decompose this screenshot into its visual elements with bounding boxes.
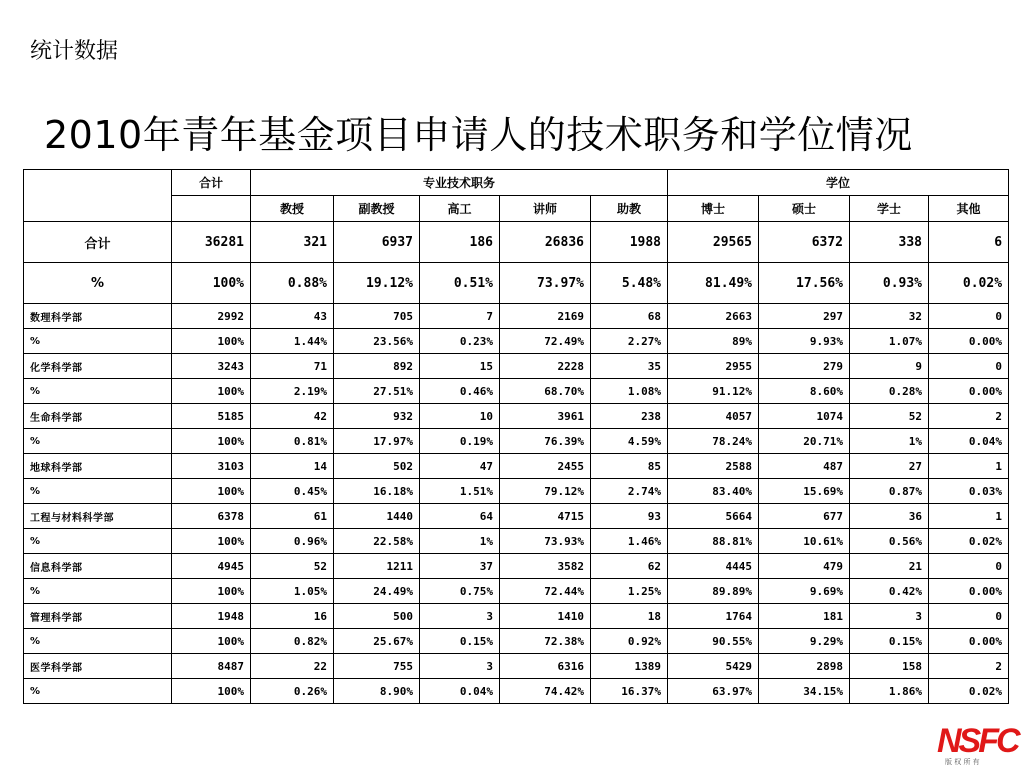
table-cell: 2663 (668, 304, 759, 329)
table-cell: 158 (850, 654, 929, 679)
table-cell: 1.86% (850, 679, 929, 704)
row-label: 医学科学部 (24, 654, 172, 679)
logo-text: NSFC (937, 722, 1018, 760)
row-label: % (24, 679, 172, 704)
table-cell: 10.61% (759, 529, 850, 554)
department-row (24, 529, 1009, 554)
table-cell: 14 (251, 454, 334, 479)
table-cell: 0.45% (251, 479, 334, 504)
table-cell: 487 (759, 454, 850, 479)
table-cell: 0.00% (929, 379, 1009, 404)
table-cell: 64 (420, 504, 500, 529)
table-cell: 2.74% (591, 479, 668, 504)
row-label: % (24, 579, 172, 604)
corner-cell (24, 170, 172, 222)
table-cell: 0.00% (929, 629, 1009, 654)
table-cell: 1 (929, 504, 1009, 529)
table-cell: 0.02% (929, 529, 1009, 554)
table-cell: 15.69% (759, 479, 850, 504)
subheader-other: 其他 (929, 196, 1009, 222)
table-cell: 3961 (500, 404, 591, 429)
table-cell: 63.97% (668, 679, 759, 704)
table-cell: 6372 (759, 222, 850, 263)
table-cell: 297 (759, 304, 850, 329)
row-label: % (24, 479, 172, 504)
department-row (24, 454, 1009, 479)
table-cell: 1211 (334, 554, 420, 579)
header-total: 合计 (172, 170, 251, 196)
table-cell: 2 (929, 654, 1009, 679)
table-cell: 4715 (500, 504, 591, 529)
table-cell: 0.02% (929, 679, 1009, 704)
department-row (24, 654, 1009, 679)
table-cell: 3 (420, 604, 500, 629)
table-cell: 8.90% (334, 679, 420, 704)
table-cell: 0.04% (420, 679, 500, 704)
table-cell: 338 (850, 222, 929, 263)
subheader-lecturer: 讲师 (500, 196, 591, 222)
subheader-professor: 教授 (251, 196, 334, 222)
department-row (24, 579, 1009, 604)
table-cell: 10 (420, 404, 500, 429)
department-row (24, 304, 1009, 329)
table-cell: 4.59% (591, 429, 668, 454)
table-cell: 4057 (668, 404, 759, 429)
table-cell: 26836 (500, 222, 591, 263)
table-cell: 1.07% (850, 329, 929, 354)
department-row (24, 554, 1009, 579)
table-cell: 9 (850, 354, 929, 379)
table-cell: 34.15% (759, 679, 850, 704)
table-cell: 25.67% (334, 629, 420, 654)
table-cell: 3103 (172, 454, 251, 479)
department-row (24, 604, 1009, 629)
subheader-associate-professor: 副教授 (334, 196, 420, 222)
table-cell: 15 (420, 354, 500, 379)
table-cell: 2588 (668, 454, 759, 479)
row-label: % (24, 329, 172, 354)
table-cell: 88.81% (668, 529, 759, 554)
table-cell: 52 (251, 554, 334, 579)
table-cell: 4945 (172, 554, 251, 579)
table-cell: 0.04% (929, 429, 1009, 454)
table-cell: 1.46% (591, 529, 668, 554)
table-cell: 1.51% (420, 479, 500, 504)
table-cell: 100% (172, 329, 251, 354)
table-cell: 20.71% (759, 429, 850, 454)
table-cell: 0.51% (420, 263, 500, 304)
table-cell: 0.03% (929, 479, 1009, 504)
table-cell: 100% (172, 529, 251, 554)
table-cell: 1.08% (591, 379, 668, 404)
department-row (24, 404, 1009, 429)
table-cell: 0.93% (850, 263, 929, 304)
table-cell: 2955 (668, 354, 759, 379)
row-label: % (24, 263, 172, 304)
table-cell: 4445 (668, 554, 759, 579)
summary-row (24, 263, 1009, 304)
header-degree: 学位 (668, 170, 1009, 196)
table-cell: 0 (929, 354, 1009, 379)
table-cell: 677 (759, 504, 850, 529)
table-cell: 72.44% (500, 579, 591, 604)
table-cell: 85 (591, 454, 668, 479)
table-cell: 1410 (500, 604, 591, 629)
table-cell: 1389 (591, 654, 668, 679)
subheader-senior-engineer: 高工 (420, 196, 500, 222)
table-cell: 321 (251, 222, 334, 263)
table-cell: 1.05% (251, 579, 334, 604)
table-cell: 23.56% (334, 329, 420, 354)
nsfc-logo (935, 718, 1024, 768)
table-cell: 755 (334, 654, 420, 679)
table-cell: 100% (172, 679, 251, 704)
table-cell: 6316 (500, 654, 591, 679)
table-cell: 21 (850, 554, 929, 579)
table-cell: 0.15% (850, 629, 929, 654)
table-cell: 73.93% (500, 529, 591, 554)
table-cell: 1% (850, 429, 929, 454)
table-cell: 1074 (759, 404, 850, 429)
table-cell: 932 (334, 404, 420, 429)
table-cell: 91.12% (668, 379, 759, 404)
table-cell: 76.39% (500, 429, 591, 454)
subheader-doctorate: 博士 (668, 196, 759, 222)
table-cell: 0.00% (929, 579, 1009, 604)
table-cell: 0.75% (420, 579, 500, 604)
table-cell: 0.87% (850, 479, 929, 504)
department-row (24, 679, 1009, 704)
table-cell: 0.00% (929, 329, 1009, 354)
table-cell: 0.02% (929, 263, 1009, 304)
table-cell: 100% (172, 379, 251, 404)
table-cell: 892 (334, 354, 420, 379)
table-cell: 0.82% (251, 629, 334, 654)
table-cell: 22 (251, 654, 334, 679)
table-cell: 0 (929, 304, 1009, 329)
department-row (24, 329, 1009, 354)
table-cell: 8.60% (759, 379, 850, 404)
department-row (24, 504, 1009, 529)
table-cell: 90.55% (668, 629, 759, 654)
table-cell: 2992 (172, 304, 251, 329)
subheader-bachelor: 学士 (850, 196, 929, 222)
table-cell: 35 (591, 354, 668, 379)
row-label: 信息科学部 (24, 554, 172, 579)
table-cell: 0.96% (251, 529, 334, 554)
table-cell: 16 (251, 604, 334, 629)
table-cell: 181 (759, 604, 850, 629)
table-cell: 83.40% (668, 479, 759, 504)
subheader-empty (172, 196, 251, 222)
table-cell: 3243 (172, 354, 251, 379)
table-cell: 6 (929, 222, 1009, 263)
table-cell: 62 (591, 554, 668, 579)
table-cell: 5429 (668, 654, 759, 679)
table-cell: 0.81% (251, 429, 334, 454)
table-cell: 0.15% (420, 629, 500, 654)
table-cell: 0 (929, 604, 1009, 629)
table-cell: 2228 (500, 354, 591, 379)
table-cell: 0.92% (591, 629, 668, 654)
header-professional-title: 专业技术职务 (251, 170, 668, 196)
table-cell: 17.56% (759, 263, 850, 304)
table-cell: 100% (172, 429, 251, 454)
table-cell: 1.44% (251, 329, 334, 354)
table-cell: 79.12% (500, 479, 591, 504)
table-cell: 100% (172, 479, 251, 504)
table-cell: 1% (420, 529, 500, 554)
row-label: 数理科学部 (24, 304, 172, 329)
table-cell: 100% (172, 579, 251, 604)
row-label: 管理科学部 (24, 604, 172, 629)
table-cell: 52 (850, 404, 929, 429)
logo-subtext: 版 权 所 有 (945, 758, 980, 766)
row-label: % (24, 379, 172, 404)
table-cell: 1.25% (591, 579, 668, 604)
table-cell: 279 (759, 354, 850, 379)
table-cell: 24.49% (334, 579, 420, 604)
table-cell: 74.42% (500, 679, 591, 704)
table-cell: 186 (420, 222, 500, 263)
table-cell: 22.58% (334, 529, 420, 554)
row-label: % (24, 429, 172, 454)
table-cell: 5664 (668, 504, 759, 529)
table-cell: 705 (334, 304, 420, 329)
table-cell: 16.18% (334, 479, 420, 504)
row-label: 地球科学部 (24, 454, 172, 479)
slide-title: 2010年青年基金项目申请人的技术职务和学位情况 (44, 113, 913, 157)
table-cell: 47 (420, 454, 500, 479)
table-subheader-row (24, 196, 1009, 222)
subheader-master: 硕士 (759, 196, 850, 222)
table-cell: 0.23% (420, 329, 500, 354)
department-row (24, 429, 1009, 454)
table-cell: 5.48% (591, 263, 668, 304)
table-cell: 100% (172, 629, 251, 654)
table-cell: 0.88% (251, 263, 334, 304)
row-label: 化学科学部 (24, 354, 172, 379)
table-cell: 9.29% (759, 629, 850, 654)
row-label: 生命科学部 (24, 404, 172, 429)
table-cell: 479 (759, 554, 850, 579)
table-cell: 1988 (591, 222, 668, 263)
table-cell: 73.97% (500, 263, 591, 304)
table-cell: 27 (850, 454, 929, 479)
row-label: % (24, 629, 172, 654)
summary-row (24, 222, 1009, 263)
table-cell: 100% (172, 263, 251, 304)
table-cell: 89.89% (668, 579, 759, 604)
table-cell: 3 (420, 654, 500, 679)
table-cell: 71 (251, 354, 334, 379)
table-cell: 0.46% (420, 379, 500, 404)
table-cell: 9.93% (759, 329, 850, 354)
table-cell: 2 (929, 404, 1009, 429)
table-cell: 0 (929, 554, 1009, 579)
table-cell: 32 (850, 304, 929, 329)
table-header-row (24, 170, 1009, 196)
table-cell: 0.56% (850, 529, 929, 554)
table-cell: 61 (251, 504, 334, 529)
row-label: % (24, 529, 172, 554)
table-cell: 2.27% (591, 329, 668, 354)
table-cell: 68 (591, 304, 668, 329)
table-cell: 0.42% (850, 579, 929, 604)
table-cell: 2455 (500, 454, 591, 479)
table-cell: 43 (251, 304, 334, 329)
table-cell: 5185 (172, 404, 251, 429)
table-cell: 17.97% (334, 429, 420, 454)
table-cell: 9.69% (759, 579, 850, 604)
table-cell: 6378 (172, 504, 251, 529)
table-cell: 2898 (759, 654, 850, 679)
table-cell: 1948 (172, 604, 251, 629)
table-cell: 8487 (172, 654, 251, 679)
department-row (24, 379, 1009, 404)
table-cell: 500 (334, 604, 420, 629)
table-cell: 89% (668, 329, 759, 354)
table-cell: 238 (591, 404, 668, 429)
department-row (24, 629, 1009, 654)
table-cell: 78.24% (668, 429, 759, 454)
table-cell: 0.28% (850, 379, 929, 404)
row-label: 工程与材料科学部 (24, 504, 172, 529)
table-cell: 2.19% (251, 379, 334, 404)
table-cell: 7 (420, 304, 500, 329)
table-cell: 42 (251, 404, 334, 429)
table-cell: 502 (334, 454, 420, 479)
table-cell: 29565 (668, 222, 759, 263)
table-cell: 0.26% (251, 679, 334, 704)
table-cell: 37 (420, 554, 500, 579)
table-cell: 3582 (500, 554, 591, 579)
table-cell: 36281 (172, 222, 251, 263)
table-cell: 16.37% (591, 679, 668, 704)
subheader-teaching-assistant: 助教 (591, 196, 668, 222)
table-cell: 1440 (334, 504, 420, 529)
table-cell: 18 (591, 604, 668, 629)
table-cell: 68.70% (500, 379, 591, 404)
table-cell: 2169 (500, 304, 591, 329)
table-cell: 0.19% (420, 429, 500, 454)
table-cell: 3 (850, 604, 929, 629)
table-cell: 1 (929, 454, 1009, 479)
table-cell: 72.49% (500, 329, 591, 354)
page-label: 统计数据 (30, 39, 119, 64)
statistics-table (23, 169, 1009, 704)
department-row (24, 354, 1009, 379)
table-cell: 81.49% (668, 263, 759, 304)
table-cell: 6937 (334, 222, 420, 263)
table-cell: 1764 (668, 604, 759, 629)
table-cell: 19.12% (334, 263, 420, 304)
table-cell: 72.38% (500, 629, 591, 654)
row-label: 合计 (24, 222, 172, 263)
table-cell: 36 (850, 504, 929, 529)
department-row (24, 479, 1009, 504)
table-cell: 93 (591, 504, 668, 529)
table-cell: 27.51% (334, 379, 420, 404)
